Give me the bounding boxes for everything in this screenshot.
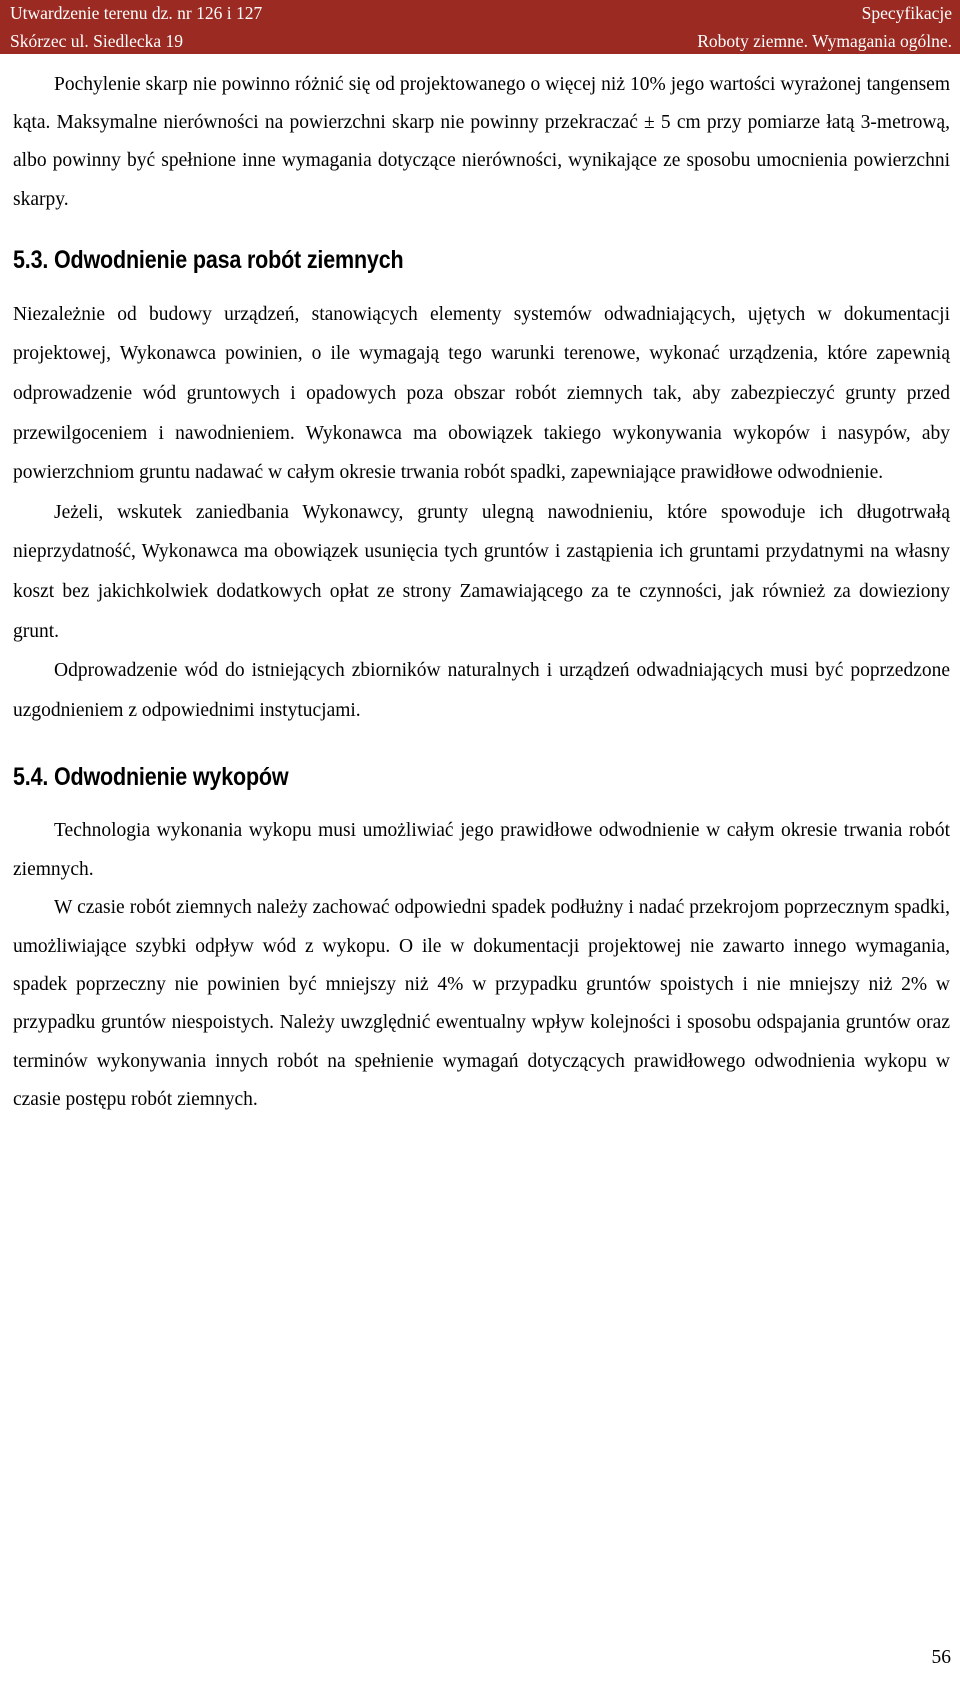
header-category: Specyfikacje — [861, 3, 952, 23]
header-bottom-row — [10, 30, 952, 52]
document-body — [13, 66, 950, 1120]
header-section-title: Roboty ziemne. Wymagania ogólne. — [697, 31, 952, 51]
section-5-3-paragraph-1: Niezależnie od budowy urządzeń, stanowiących elementy systemów odwadniających, ujętych w dokumentacji projektowej, Wykonawca powinien, o ile wymagają tego warunki terenowe, wykonać urządzenia, które zapewnią odprowadzenie wód gruntowych i opadowych poza obszar robót ziemnych tak, aby zabezpieczyć grunty przed przewilgoceniem i nawodnieniem. Wykonawca ma obowiązek takiego wykonywania wykopów i nasypów, aby powierzchniom gruntu nadawać w całym okresie trwania robót spadki, zapewniające prawidłowe odwodnienie. — [13, 303, 950, 484]
header-top-row — [10, 2, 952, 24]
section-5-4-heading: 5.4. Odwodnienie wykopów — [13, 763, 289, 792]
section-5-4-paragraph-1: Technologia wykonania wykopu musi umożliwiać jego prawidłowe odwodnienie w całym okresie trwania robót ziemnych. — [13, 820, 950, 880]
header-document-title: Utwardzenie terenu dz. nr 126 i 127 — [10, 3, 263, 23]
section-5-3-heading: 5.3. Odwodnienie pasa robót ziemnych — [13, 245, 404, 274]
page-number: 56 — [931, 1647, 951, 1668]
section-5-3-paragraph-3: Odprowadzenie wód do istniejących zbiorników naturalnych i urządzeń odwadniających musi być poprzedzone uzgodnieniem z odpowiednimi instytucjami. — [13, 660, 950, 721]
intro-paragraph: Pochylenie skarp nie powinno różnić się od projektowanego o więcej niż 10% jego wartości wyrażonej tangensem kąta. Maksymalne nierówności na powierzchni skarp nie powinny przekraczać ± 5 cm przy pomiarze łatą 3-metrową, albo powinny być spełnione inne wymagania dotyczące nierówności, wynikające ze sposobu umocnienia powierzchni skarpy. — [13, 74, 950, 210]
section-5-4-paragraph-2: W czasie robót ziemnych należy zachować odpowiedni spadek podłużny i nadać przekrojom poprzecznym spadki, umożliwiające szybki odpływ wód z wykopu. O ile w dokumentacji projektowej nie zawarto innego wymagania, spadek poprzeczny nie powinien być mniejszy niż 4% w przypadku gruntów spoistych i nie mniejszy niż 2% w przypadku gruntów niespoistych. Należy uwzględnić ewentualny wpływ kolejności i sposobu odspajania gruntów oraz terminów wykonywania innych robót na spełnienie wymagań dotyczących prawidłowego odwodnienia wykopu w czasie postępu robót ziemnych. — [13, 897, 950, 1111]
header-address: Skórzec ul. Siedlecka 19 — [10, 31, 184, 51]
section-5-3-paragraph-2: Jeżeli, wskutek zaniedbania Wykonawcy, grunty ulegną nawodnieniu, które spowoduje ich długotrwałą nieprzydatność, Wykonawca ma obowiązek usunięcia tych gruntów i zastąpienia ich gruntami przydatnymi na własny koszt bez jakichkolwiek dodatkowych opłat ze strony Zamawiającego za te czynności, jak również za dowieziony grunt. — [13, 501, 950, 642]
page-header — [0, 0, 960, 54]
